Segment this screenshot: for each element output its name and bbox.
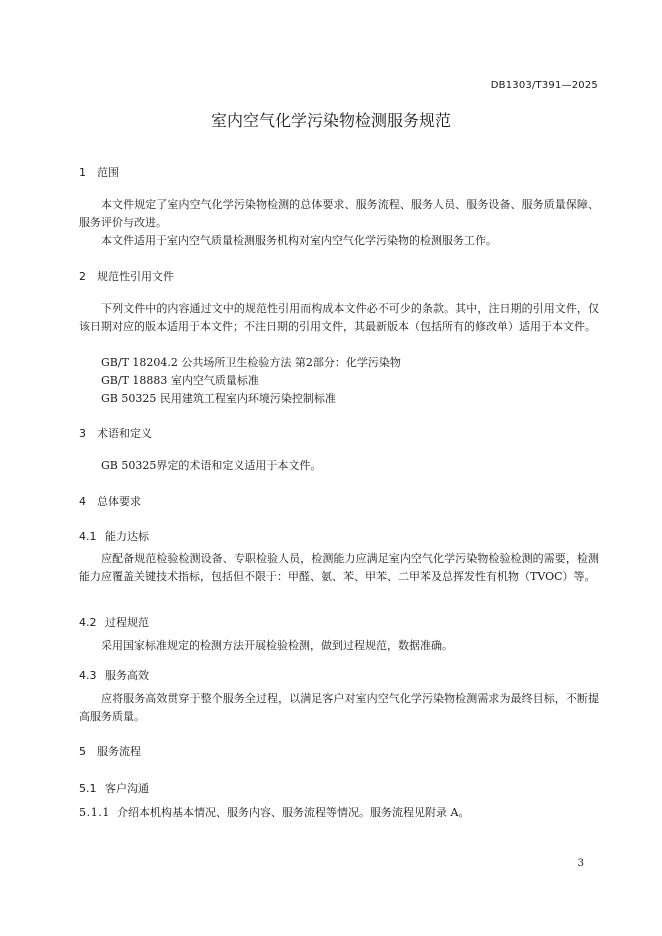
section-title: 服务流程 [97,745,141,758]
subsection-4-2-heading [79,614,149,630]
paragraph-normative-refs: 下列文件中的内容通过文中的规范性引用而构成本文件必不可少的条款。其中，注日期的引用文件，仅该日期对应的版本适用于本文件；不注日期的引用文件，其最新版本（包括所有的修改单）适用于本文件。 [79,302,599,333]
subsection-title: 客户沟通 [105,782,149,795]
clause-number: 5.1.1 [79,806,110,819]
clause-text: 介绍本机构基本情况、服务内容、服务流程等情况。服务流程见附录 A。 [117,806,470,819]
subsection-5-1-heading [79,780,149,796]
section-title: 规范性引用文件 [97,270,174,283]
section-number: 5 [79,745,86,758]
paragraph-process: 采用国家标准规定的检测方法开展检验检测，做到过程规范，数据准确。 [101,639,453,652]
subsection-number: 4.2 [79,616,97,629]
section-2-heading [79,268,174,284]
reference-item: GB/T 18204.2 公共场所卫生检验方法 第2部分：化学污染物 [101,356,401,369]
subsection-number: 4.1 [79,530,97,543]
section-4-heading [79,493,141,509]
paragraph-capability: 应配备规范检验检测设备、专职检验人员，检测能力应满足室内空气化学污染物检验检测的需要，检测能力应覆盖关键技术指标，包括但不限于：甲醛、氨、苯、甲苯、二甲苯及总挥发性有机物（TVOC）等。 [79,552,599,583]
document-title: 室内空气化学污染物检测服务规范 [210,111,451,130]
paragraph-efficiency: 应将服务高效贯穿于整个服务全过程，以满足客户对室内空气化学污染物检测需求为最终目标，不断提高服务质量。 [79,692,599,723]
clause-5-1-1 [79,804,599,822]
section-number: 4 [79,495,86,508]
subsection-4-3-heading [79,667,149,683]
subsection-title: 能力达标 [105,530,149,543]
subsection-4-1-heading [79,528,149,544]
reference-item: GB/T 18883 室内空气质量标准 [101,374,259,387]
paragraph-scope-2: 本文件适用于室内空气质量检测服务机构对室内空气化学污染物的检测服务工作。 [101,234,497,247]
subsection-title: 服务高效 [105,669,149,682]
section-5-heading [79,743,141,759]
reference-item: GB 50325 民用建筑工程室内环境污染控制标准 [101,392,336,405]
section-title: 范围 [97,166,119,179]
section-3-heading [79,425,152,441]
paragraph-terms: GB 50325界定的术语和定义适用于本文件。 [101,459,322,472]
section-title: 总体要求 [97,495,141,508]
section-number: 1 [79,166,86,179]
subsection-title: 过程规范 [105,616,149,629]
subsection-number: 5.1 [79,782,97,795]
section-number: 3 [79,427,86,440]
section-1-heading [79,164,119,180]
page-number: 3 [577,858,584,869]
section-title: 术语和定义 [97,427,152,440]
section-number: 2 [79,270,86,283]
paragraph-scope-1: 本文件规定了室内空气化学污染物检测的总体要求、服务流程、服务人员、服务设备、服务质量保障、服务评价与改进。 [79,198,599,229]
subsection-number: 4.3 [79,669,97,682]
document-id: DB1303/T391—2025 [490,80,598,91]
